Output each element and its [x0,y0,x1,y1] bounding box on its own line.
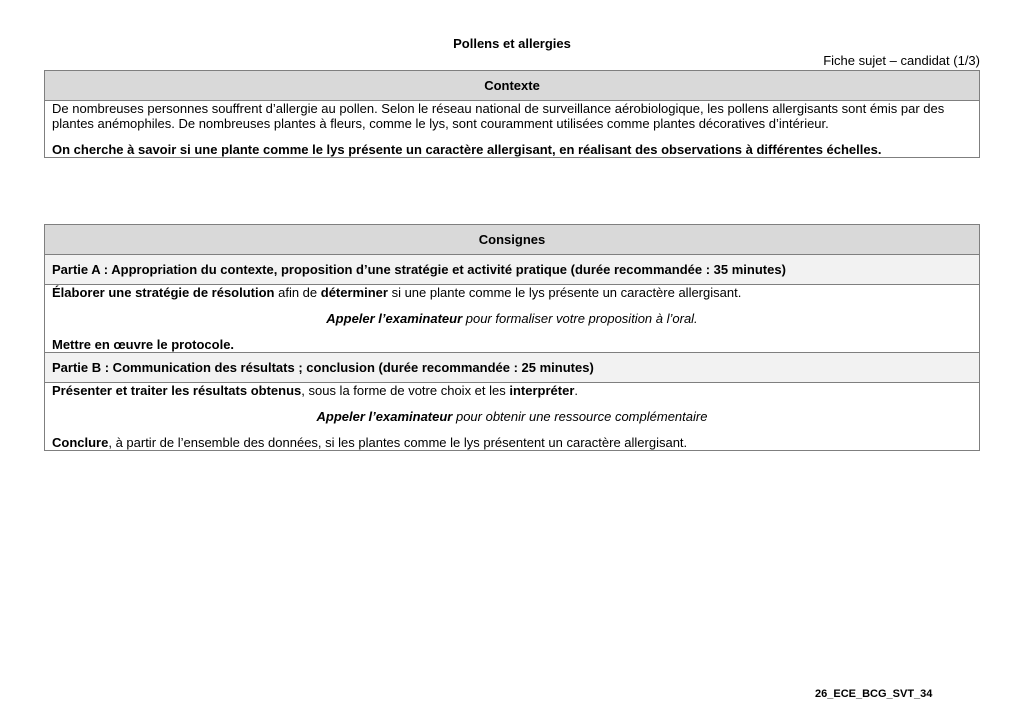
contexte-table [44,70,980,158]
partie-b-conclusion-bold: Conclure [52,435,109,450]
partie-a-call-bold: Appeler l’examinateur [326,311,463,326]
partie-b-call-bold: Appeler l’examinateur [316,409,453,424]
consignes-heading: Consignes [45,225,980,255]
partie-b-body [45,383,980,451]
partie-a-instruction-bold1: Élaborer une stratégie de résolution [52,285,275,300]
partie-b-title: Partie B : Communication des résultats ; conclusion (durée recommandée : 25 minutes) [45,353,980,383]
partie-b-instruction-bold1: Présenter et traiter les résultats obtenus [52,383,302,398]
footer-code: 26_ECE_BCG_SVT_34 [815,688,933,700]
partie-b-conclusion-text: , à partir de l’ensemble des données, si les plantes comme le lys présentent un caractère allergisant. [108,435,688,450]
partie-b-instruction-bold2: interpréter [509,383,575,398]
document-title: Pollens et allergies [453,36,571,51]
partie-a-instruction-bold2: déterminer [320,285,388,300]
partie-b-instruction-text1: , sous la forme de votre choix et les [301,383,510,398]
contexte-paragraph: De nombreuses personnes souffrent d’allergie au pollen. Selon le réseau national de surveillance aérobiologique, les pollens allergisants sont émis par des plantes anémophiles. De nombreuses plantes à fleurs, comme le lys, sont couramment utilisées comme plantes décoratives d’intérieur. [52,101,945,131]
partie-b-call-examiner [52,409,972,424]
partie-a-body [45,285,980,353]
partie-b-conclusion [52,435,972,450]
partie-a-call-text: pour formaliser votre proposition à l’oral. [462,311,698,326]
partie-a-call-examiner [52,311,972,326]
contexte-heading: Contexte [45,71,980,101]
contexte-body [45,101,980,158]
partie-a-title: Partie A : Appropriation du contexte, proposition d’une stratégie et activité pratique (durée recommandée : 35 minutes) [45,255,980,285]
document-subtitle: Fiche sujet – candidat (1/3) [823,53,980,68]
partie-a-instruction [52,285,972,300]
partie-a-instruction-text1: afin de [274,285,321,300]
partie-b-instruction [52,383,972,398]
consignes-table [44,224,980,451]
partie-a-instruction-text2: si une plante comme le lys présente un caractère allergisant. [387,285,742,300]
partie-b-call-text: pour obtenir une ressource complémentaire [452,409,708,424]
contexte-question: On cherche à savoir si une plante comme le lys présente un caractère allergisant, en réalisant des observations à différentes échelles. [52,142,882,157]
partie-a-protocol: Mettre en œuvre le protocole. [52,337,235,352]
partie-b-instruction-text2: . [574,383,579,398]
